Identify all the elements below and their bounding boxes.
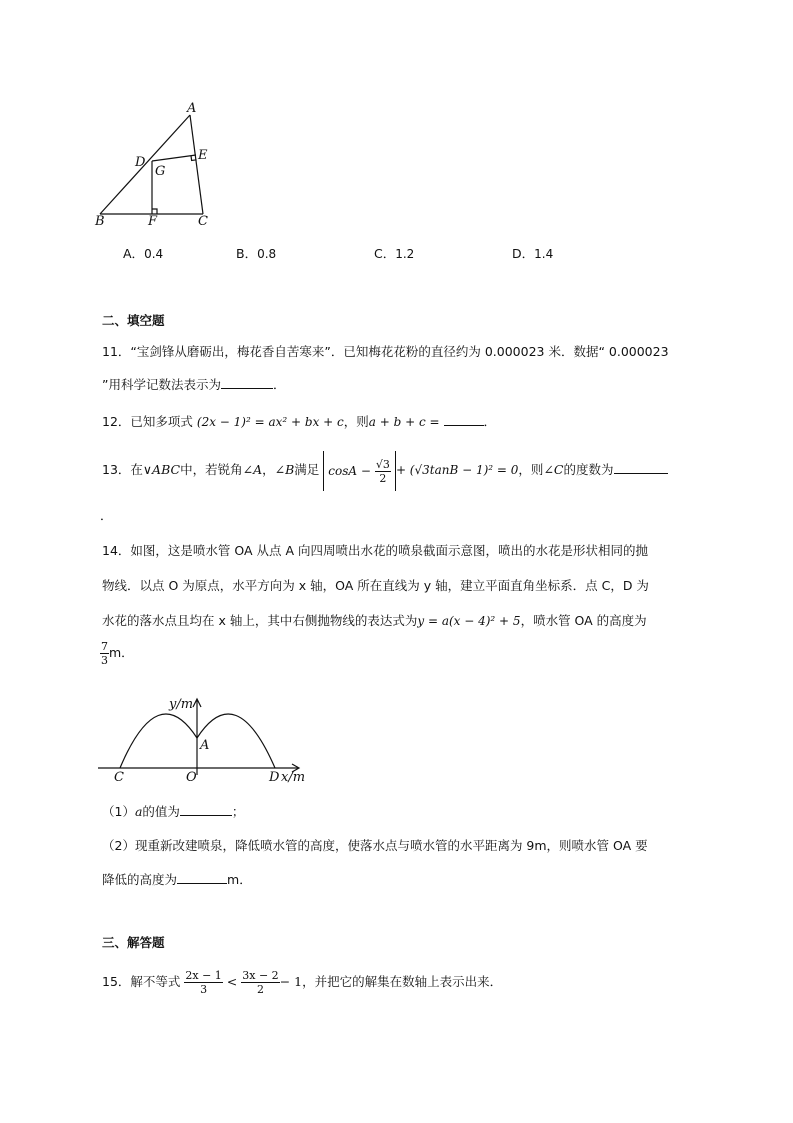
question-13: 13．在∨ABC中，若锐角∠A，∠B满足 cosA − $\frac{√3}{2}$ + (√3tanB − 1)² = 0，则∠C的度数为 [102, 448, 668, 492]
question-14-line1: 14．如图，这是喷水管 OA 从点 A 向四周喷出水花的喷泉截面示意图，喷出的水花是形状相同的抛 [102, 543, 649, 558]
section-title-fill-in: 二、填空题 [102, 313, 165, 328]
question-14-height: $\frac{7}{3}$ m． [101, 640, 134, 667]
option-a-value: 0.4 [144, 247, 164, 261]
polynomial-expression: (2x − 1)² = ax² + bx + c [196, 415, 344, 429]
question-11-line2: ”用科学记数法表示为 ． [102, 377, 286, 392]
label-D: D [135, 155, 146, 170]
question-14-part2-line2: 降低的高度为 m． [102, 872, 252, 887]
sqrt3-over-2: $\frac{√3}{2}$ [375, 457, 390, 485]
question-12: 12．已知多项式 (2x − 1)² = ax² + bx + c，则a + b + c = ． [102, 414, 497, 429]
option-c-value: 1.2 [395, 247, 415, 261]
label-E: E [198, 148, 208, 163]
triangle-figure [90, 98, 220, 233]
parabola-expression: y = a(x − 4)² + 5 [417, 614, 521, 628]
y-axis-label: y/m [169, 697, 194, 712]
answer-blank-13[interactable] [614, 461, 668, 474]
label-B: B [95, 214, 105, 229]
answer-blank-14-2[interactable] [177, 871, 227, 884]
x-axis-label: x/m [281, 770, 306, 785]
question-14-part1: （1）a的值为 ； [102, 804, 245, 819]
point-C-label: C [114, 770, 124, 785]
question-14-line2: 物线．以点 O 为原点，水平方向为 x 轴，OA 所在直线为 y 轴，建立平面直角坐标系．点 C，D 为 [102, 578, 649, 593]
point-D-label: D [269, 770, 280, 785]
sum-expression: a + b + c = [368, 415, 440, 429]
answer-blank-11[interactable] [221, 376, 273, 389]
origin-label: O [186, 770, 197, 785]
absolute-value-expression: cosA − $\frac{√3}{2}$ [323, 451, 396, 491]
answer-blank-14-1[interactable] [180, 803, 232, 816]
option-b[interactable]: B．0.8 [236, 246, 277, 261]
section-title-answer: 三、解答题 [102, 935, 165, 950]
answer-blank-12[interactable] [444, 413, 484, 426]
label-F: F [148, 214, 158, 229]
option-a[interactable]: A．0.4 [123, 246, 164, 261]
question-14-line3: 水花的落水点且均在 x 轴上，其中右侧抛物线的表达式为y = a(x − 4)² + 5，喷水管 OA 的高度为 [102, 613, 647, 628]
label-C: C [198, 214, 208, 229]
parabola-figure [95, 690, 310, 785]
question-15: 15．解不等式 $\frac{2x - 1}{3}$ < $\frac{3x - 2}{2}$ − 1，并把它的解集在数轴上表示出来． [102, 969, 503, 996]
option-c[interactable]: C．1.2 [374, 246, 415, 261]
question-11-line1: 11．“宝剑锋从磨砺出，梅花香自苦寒来”．已知梅花花粉的直径约为 0.000023 米．数据“ 0.000023 [102, 344, 669, 359]
seven-thirds-fraction: $\frac{7}{3}$ [101, 640, 108, 667]
question-13-period: ． [100, 508, 113, 523]
fraction-right: $\frac{3x - 2}{2}$ [242, 969, 279, 996]
question-14-part2-line1: （2）现重新改建喷泉，降低喷水管的高度，使落水点与喷水管的水平距离为 9m，则喷水管 OA 要 [102, 838, 648, 853]
option-d[interactable]: D．1.4 [512, 246, 554, 261]
fraction-left: $\frac{2x - 1}{3}$ [185, 969, 222, 996]
label-A: A [187, 101, 197, 116]
tan-expression: + (√3tanB − 1)² = 0 [395, 463, 519, 477]
point-A-label: A [200, 738, 210, 753]
label-G: G [155, 164, 166, 179]
option-b-value: 0.8 [257, 247, 277, 261]
option-d-value: 1.4 [534, 247, 554, 261]
